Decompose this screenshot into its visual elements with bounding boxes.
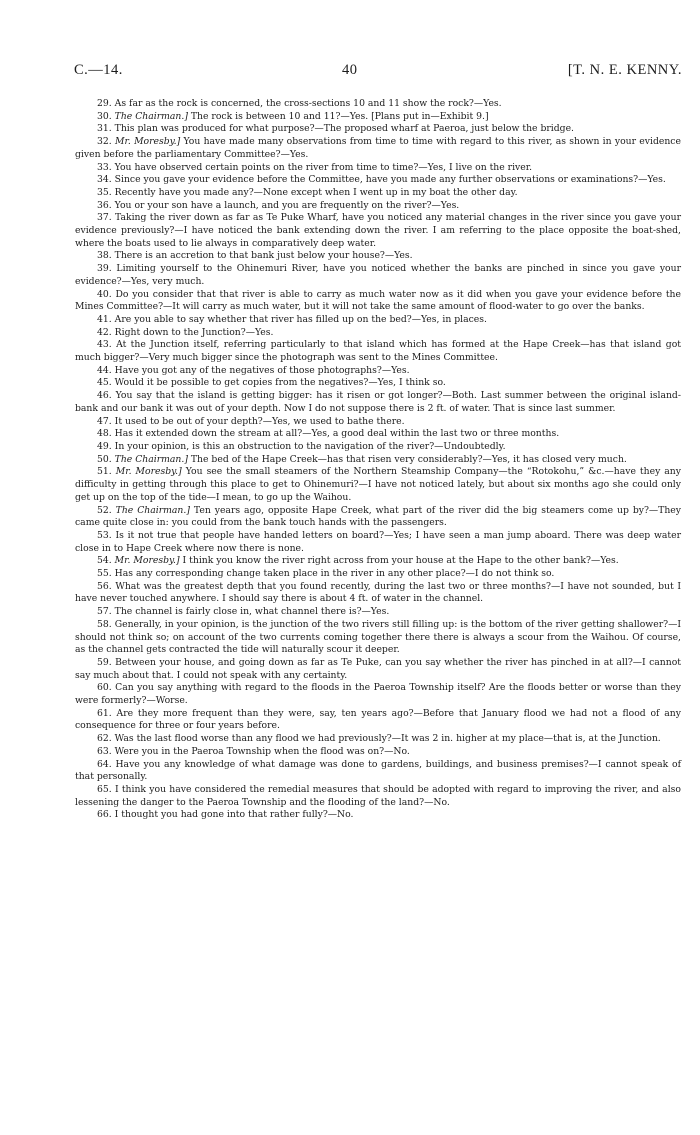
question-answer-text: You have made many observations from time to time with regard to this river, as shown in your evidence given before the parliamentary Committee?—Yes. xyxy=(75,136,681,160)
question-paragraph xyxy=(75,682,681,707)
question-answer-text: I think you have considered the remedial measures that should be adopted with regard to improving the river, and also lessening the danger to the Paeroa Township and the flooding of the land?—No. xyxy=(75,783,681,808)
question-answer-text: I think you know the river right across from your house at the Hape to the other bank?—Yes. xyxy=(182,555,619,567)
question-paragraph xyxy=(75,657,681,682)
question-paragraph xyxy=(75,187,681,200)
question-number: 45. xyxy=(97,377,112,389)
question-number: 44. xyxy=(97,364,112,376)
question-answer-text: The channel is fairly close in, what channel there is?—Yes. xyxy=(114,606,390,618)
question-answer-text: The rock is between 10 and 11?—Yes. [Plans put in—Exhibit 9.] xyxy=(190,110,489,122)
question-number: 41. xyxy=(97,313,112,325)
question-paragraph xyxy=(75,581,681,606)
question-answer-text: Can you say anything with regard to the floods in the Paeroa Township itself? Are the floods better or worse than they were formerly?—Worse. xyxy=(75,682,681,707)
question-number: 38. xyxy=(97,250,112,262)
question-paragraph xyxy=(75,759,681,784)
question-number: 53. xyxy=(97,529,112,541)
question-paragraph xyxy=(75,365,681,378)
question-paragraph xyxy=(75,746,681,759)
question-number: 35. xyxy=(97,186,112,198)
question-number: 58. xyxy=(97,618,112,630)
speaker-label: The Chairman.] xyxy=(114,453,188,465)
question-paragraph xyxy=(75,606,681,619)
question-paragraph xyxy=(75,784,681,809)
speaker-label: Mr. Moresby.] xyxy=(114,555,180,567)
question-number: 29. xyxy=(97,98,112,109)
question-paragraph xyxy=(75,568,681,581)
evidence-text xyxy=(75,98,681,822)
question-answer-text: Were you in the Paeroa Township when the flood was on?—No. xyxy=(114,745,410,757)
question-paragraph xyxy=(75,619,681,657)
question-answer-text: Have you got any of the negatives of those photographs?—Yes. xyxy=(114,364,410,376)
question-paragraph xyxy=(75,441,681,454)
question-answer-text: What was the greatest depth that you found recently, during the last two or three months?—I have not sounded, but I have never touched anywhere. I should say there is about 4 ft. of water in the channel. xyxy=(75,580,681,605)
question-number: 47. xyxy=(97,415,112,427)
question-paragraph xyxy=(75,98,681,111)
question-answer-text: At the Junction itself, referring particularly to that island which has formed at the Hape Creek—has that island got much bigger?—Very much bigger since the photograph was sent to the Mines Committee. xyxy=(75,339,681,364)
question-number: 64. xyxy=(97,758,112,770)
question-paragraph xyxy=(75,314,681,327)
question-answer-text: You or your son have a launch, and you are frequently on the river?—Yes. xyxy=(114,199,460,211)
question-paragraph xyxy=(75,123,681,136)
question-paragraph xyxy=(75,390,681,415)
question-answer-text: Has it extended down the stream at all?—Yes, a good deal within the last two or three months. xyxy=(114,428,560,440)
question-number: 49. xyxy=(97,440,112,452)
question-answer-text: Are you able to say whether that river has filled up on the bed?—Yes, in places. xyxy=(114,313,487,325)
question-paragraph xyxy=(75,111,681,124)
question-paragraph xyxy=(75,708,681,733)
question-answer-text: Would it be possible to get copies from the negatives?—Yes, I think so. xyxy=(114,377,446,389)
speaker-label: Mr. Moresby.] xyxy=(115,466,182,478)
question-paragraph xyxy=(75,200,681,213)
question-answer-text: Has any corresponding change taken place in the river in any other place?—I do not think so. xyxy=(114,568,555,580)
question-number: 48. xyxy=(97,428,112,440)
question-paragraph xyxy=(75,530,681,555)
question-answer-text: Taking the river down as far as Te Puke Wharf, have you noticed any material changes in the river since you gave your evidence previously?—I have noticed the bank extending down the river. I am referring to the place opposite the boat-shed, where the boats used to lie always in comparatively deep water. xyxy=(75,212,681,249)
question-answer-text: Right down to the Junction?—Yes. xyxy=(114,326,274,338)
question-answer-text: Have you any knowledge of what damage was done to gardens, buildings, and business premises?—I cannot speak of that personally. xyxy=(75,758,681,783)
question-number: 52. xyxy=(97,504,112,516)
question-answer-text: This plan was produced for what purpose?—The proposed wharf at Paeroa, just below the bridge. xyxy=(114,123,575,135)
question-paragraph xyxy=(75,162,681,175)
question-paragraph xyxy=(75,555,681,568)
question-paragraph xyxy=(75,327,681,340)
question-answer-text: Since you gave your evidence before the Committee, have you made any further observations or examinations?—Yes. xyxy=(114,174,666,186)
question-number: 56. xyxy=(97,580,112,592)
question-answer-text: You have observed certain points on the river from time to time?—Yes, I live on the river. xyxy=(114,161,533,173)
question-paragraph xyxy=(75,466,681,504)
question-number: 31. xyxy=(97,123,112,135)
question-number: 30. xyxy=(97,110,112,122)
question-number: 63. xyxy=(97,745,112,757)
question-number: 66. xyxy=(97,809,112,821)
question-paragraph xyxy=(75,454,681,467)
question-number: 43. xyxy=(97,339,112,351)
speaker-label: The Chairman.] xyxy=(114,110,188,122)
question-number: 51. xyxy=(97,466,112,478)
question-number: 42. xyxy=(97,326,112,338)
question-answer-text: In your opinion, is this an obstruction to the navigation of the river?—Undoubtedly. xyxy=(114,440,506,452)
document-reference: C.—14. xyxy=(74,62,123,78)
question-paragraph xyxy=(75,250,681,263)
question-answer-text: It used to be out of your depth?—Yes, we used to bathe there. xyxy=(114,415,405,427)
speaker-label: Mr. Moresby.] xyxy=(114,136,181,148)
page-header xyxy=(74,62,682,82)
question-number: 50. xyxy=(97,453,112,465)
question-number: 60. xyxy=(97,682,112,694)
question-number: 34. xyxy=(97,174,112,186)
question-number: 59. xyxy=(97,656,112,668)
question-answer-text: The bed of the Hape Creek—has that risen very considerably?—Yes, it has closed very much. xyxy=(190,453,627,465)
question-answer-text: You say that the island is getting bigger: has it risen or got longer?—Both. Last summer between the original island-bank and our bank it was out of your depth. Now I do not suppose there is 2 ft. of water. That is since last summer. xyxy=(75,390,681,414)
question-paragraph xyxy=(75,428,681,441)
question-number: 39. xyxy=(97,263,112,275)
question-paragraph xyxy=(75,136,681,161)
question-number: 36. xyxy=(97,199,112,211)
question-answer-text: Are they more frequent than they were, say, ten years ago?—Before that January flood we had not a flood of any consequence for three or four years before. xyxy=(75,707,681,732)
question-number: 46. xyxy=(97,390,112,402)
question-paragraph xyxy=(75,809,681,822)
question-paragraph xyxy=(75,339,681,364)
question-paragraph xyxy=(75,263,681,288)
question-number: 54. xyxy=(97,555,112,567)
question-number: 55. xyxy=(97,568,112,580)
question-answer-text: Limiting yourself to the Ohinemuri River, have you noticed whether the banks are pinched in since you gave your evidence?—Yes, very much. xyxy=(75,263,681,287)
page-number: 40 xyxy=(342,62,358,78)
question-paragraph xyxy=(75,505,681,530)
question-answer-text: I thought you had gone into that rather fully?—No. xyxy=(114,809,354,821)
question-answer-text: Between your house, and going down as far as Te Puke, can you say whether the river has pinched in at all?—I cannot say much about that. I could not speak with any certainty. xyxy=(75,656,681,681)
question-paragraph xyxy=(75,733,681,746)
question-number: 33. xyxy=(97,161,112,173)
question-answer-text: There is an accretion to that bank just below your house?—Yes. xyxy=(114,250,413,262)
question-answer-text: As far as the rock is concerned, the cross-sections 10 and 11 show the rock?—Yes. xyxy=(114,98,502,109)
question-number: 57. xyxy=(97,606,112,618)
question-number: 65. xyxy=(97,783,112,795)
question-paragraph xyxy=(75,377,681,390)
question-answer-text: Ten years ago, opposite Hape Creek, what part of the river did the big steamers come up by?—They came quite close in: you could from the bank touch hands with the passengers. xyxy=(75,504,682,529)
question-number: 40. xyxy=(97,288,112,300)
question-paragraph xyxy=(75,416,681,429)
witness-name: [T. N. E. KENNY. xyxy=(567,62,682,78)
question-number: 37. xyxy=(97,212,112,224)
speaker-label: The Chairman.] xyxy=(115,504,190,516)
question-paragraph xyxy=(75,174,681,187)
question-answer-text: Is it not true that people have handed letters on board?—Yes; I have seen a man jump aboard. There was deep water close in to Hape Creek where now there is none. xyxy=(75,529,681,554)
question-answer-text: Recently have you made any?—None except when I went up in my boat the other day. xyxy=(114,186,518,198)
question-paragraph xyxy=(75,212,681,250)
question-answer-text: Generally, in your opinion, is the junction of the two rivers still filling up: is the bottom of the river getting shallower?—I should not think so; on account of the two currents coming together there there is always a scour from the Waihou. Of course, as the channel gets contracted the tide will naturally scour it deeper. xyxy=(75,618,681,656)
question-number: 62. xyxy=(97,733,112,745)
question-number: 61. xyxy=(97,707,112,719)
question-answer-text: Do you consider that that river is able to carry as much water now as it did when you gave your evidence before the Mines Committee?—It will carry as much water, but it will not take the same amount of flood-water to go over the banks. xyxy=(75,288,681,313)
question-answer-text: Was the last flood worse than any flood we had previously?—It was 2 in. higher at my place—that is, at the Junction. xyxy=(114,733,661,745)
question-answer-text: You see the small steamers of the Northern Steamship Company—the “Rotokohu,” &c.—have they any difficulty in getting through this place to get to Ohinemuri?—I have not noticed lately, but about six months ago she could only get up on the top of the tide—I mean, to go up the Waihou. xyxy=(75,466,681,503)
question-number: 32. xyxy=(97,136,112,148)
question-paragraph xyxy=(75,289,681,314)
